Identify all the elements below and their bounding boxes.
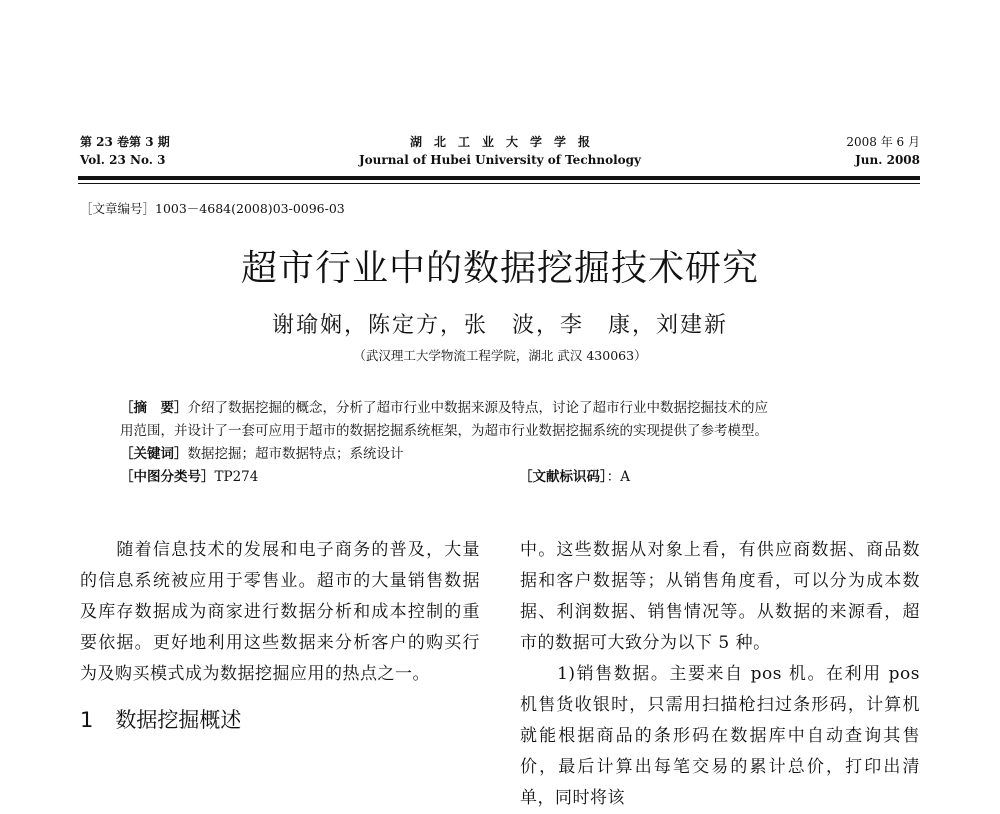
issue-en: Vol. 23 No. 3 xyxy=(80,153,166,167)
doc-code-text: ：A xyxy=(606,469,630,485)
section-number: 1 xyxy=(80,708,94,732)
classification-line xyxy=(120,465,258,485)
author-list: 谢瑜娴，陈定方，张 波，李 康，刘建新 xyxy=(271,313,728,338)
keywords-line xyxy=(120,442,404,462)
issue-cn: 第 23 卷第 3 期 xyxy=(80,135,170,149)
date-cn: 2008 年 6 月 xyxy=(846,135,920,149)
header-rule-thick xyxy=(78,176,920,180)
abstract-label: ［摘 要］ xyxy=(120,400,188,416)
right-paragraph-1: 中。这些数据从对象上看，有供应商数据、商品数据和客户数据等；从销售角度看，可以分为成本数据、利润数据、销售情况等。从数据的来源看，超市的数据可大致分为以下 5 种。 xyxy=(520,540,920,653)
section-heading xyxy=(80,704,241,734)
paper-title: 超市行业中的数据挖掘技术研究 xyxy=(240,248,759,289)
classification-text: TP274 xyxy=(214,469,259,485)
header-rule-thin xyxy=(78,183,920,184)
affiliation: （武汉理工大学物流工程学院，湖北 武汉 430063） xyxy=(353,348,647,363)
keywords-text: 数据挖掘；超市数据特点；系统设计 xyxy=(187,446,404,462)
intro-paragraph: 随着信息技术的发展和电子商务的普及，大量的信息系统被应用于零售业。超市的大量销售数据及库存数据成为商家进行数据分析和成本控制的重要依据。更好地利用这些数据来分析客户的购买行为及购买模式成为数据挖掘应用的热点之一。 xyxy=(80,540,480,684)
abstract-line-1 xyxy=(120,396,768,416)
section-title: 数据挖掘概述 xyxy=(115,708,242,732)
right-paragraph-2: 1)销售数据。主要来自 pos 机。在利用 pos 机售货收银时，只需用扫描枪扫过条形码，计算机就能根据商品的条形码在数据库中自动查询其售价，最后计算出每笔交易的累计总价，打印出清单，同时将该 xyxy=(520,664,920,808)
doc-code-label: ［文献标识码］ xyxy=(519,469,607,485)
article-number: ［文章编号］1003－4684(2008)03-0096-03 xyxy=(80,201,345,216)
journal-cn: 湖 北 工 业 大 学 学 报 xyxy=(409,135,590,149)
doc-code-line xyxy=(519,465,630,485)
classification-label: ［中图分类号］ xyxy=(120,469,215,485)
abstract-text-1: 介绍了数据挖掘的概念，分析了超市行业中数据来源及特点，讨论了超市行业中数据挖掘技术的应 xyxy=(187,400,768,416)
abstract-text-2: 用范围，并设计了一套可应用于超市的数据挖掘系统框架，为超市行业数据挖掘系统的实现提供了参考模型。 xyxy=(120,423,768,439)
date-en: Jun. 2008 xyxy=(855,153,920,167)
journal-en: Journal of Hubei University of Technology xyxy=(358,153,642,167)
keywords-label: ［关键词］ xyxy=(120,446,188,462)
